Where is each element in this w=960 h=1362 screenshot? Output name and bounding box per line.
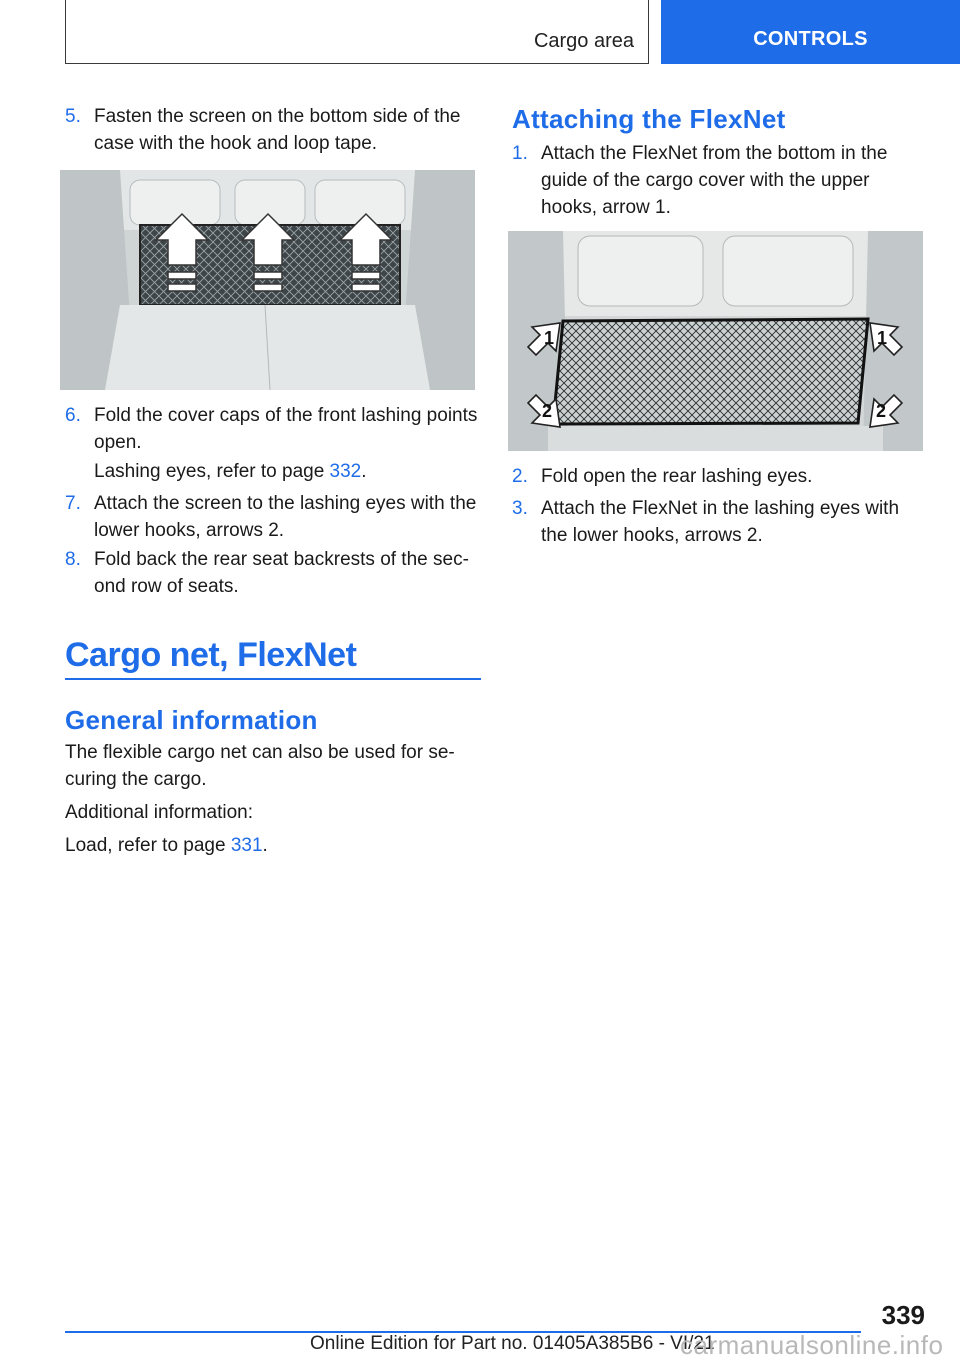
step-3	[512, 495, 924, 549]
flexnet-illustration	[508, 231, 923, 451]
additional-information-label: Additional information:	[65, 802, 253, 823]
reference-text: Load, refer to page	[65, 835, 231, 856]
step-text: Fold back the rear seat backrests of the sec-ond row of seats.	[94, 549, 469, 597]
header-box	[65, 0, 649, 64]
step-number: 2.	[512, 466, 528, 487]
step-number: 6.	[65, 405, 81, 426]
reference-text: Lashing eyes, refer to page	[94, 461, 330, 482]
step-number: 3.	[512, 498, 528, 519]
step-number: 8.	[65, 549, 81, 570]
attaching-flexnet-title: Attaching the FlexNet	[512, 104, 786, 134]
step-number: 5.	[65, 106, 81, 127]
flexnet-figure	[508, 231, 923, 451]
page-number: 339	[881, 1300, 925, 1330]
arrow-label-upper-right: 1	[877, 328, 888, 348]
step-text: Attach the screen to the lashing eyes with the lower hooks, arrows 2.	[94, 493, 477, 541]
header-section-title: Cargo area	[533, 30, 634, 52]
screen-figure	[60, 170, 475, 390]
arrow-label-lower-right: 2	[876, 401, 887, 421]
lashing-eyes-reference	[94, 458, 367, 485]
step-6	[65, 402, 481, 456]
step-text: Fold open the rear lashing eyes.	[541, 466, 813, 487]
step-8	[65, 546, 481, 600]
step-text: Attach the FlexNet in the lashing eyes with the lower hooks, arrows 2.	[541, 498, 900, 546]
watermark: carmanualsonline.info	[680, 1330, 944, 1360]
arrow-label-lower-left: 2	[542, 401, 553, 421]
step-number: 1.	[512, 143, 528, 164]
step-text: Fold the cover caps of the front lashing points open.	[94, 405, 478, 453]
load-reference	[65, 832, 268, 859]
step-5	[65, 103, 481, 157]
reference-suffix: .	[361, 461, 367, 482]
header-chapter-tab[interactable]: CONTROLS	[661, 0, 960, 64]
subsection-title: General information	[65, 705, 318, 735]
reference-suffix: .	[262, 835, 268, 856]
step-1	[512, 140, 924, 221]
arrow-label-upper-left: 1	[544, 328, 555, 348]
step-number: 7.	[65, 493, 81, 514]
edition-footer: Online Edition for Part no. 01405A385B6 - VI/21	[310, 1333, 715, 1354]
step-text: Attach the FlexNet from the bottom in the guide of the cargo cover with the upper hooks, arrow 1.	[541, 143, 888, 218]
page-link-331[interactable]: 331	[230, 835, 263, 856]
step-text: Fasten the screen on the bottom side of the case with the hook and loop tape.	[94, 106, 461, 154]
step-7	[65, 490, 481, 544]
section-title: Cargo net, FlexNet	[65, 636, 357, 674]
page-link-332[interactable]: 332	[329, 461, 362, 482]
screen-illustration	[60, 170, 475, 390]
general-information-text: The flexible cargo net can also be used for se-curing the cargo.	[65, 742, 455, 790]
step-2	[512, 463, 924, 490]
section-rule	[65, 678, 481, 680]
